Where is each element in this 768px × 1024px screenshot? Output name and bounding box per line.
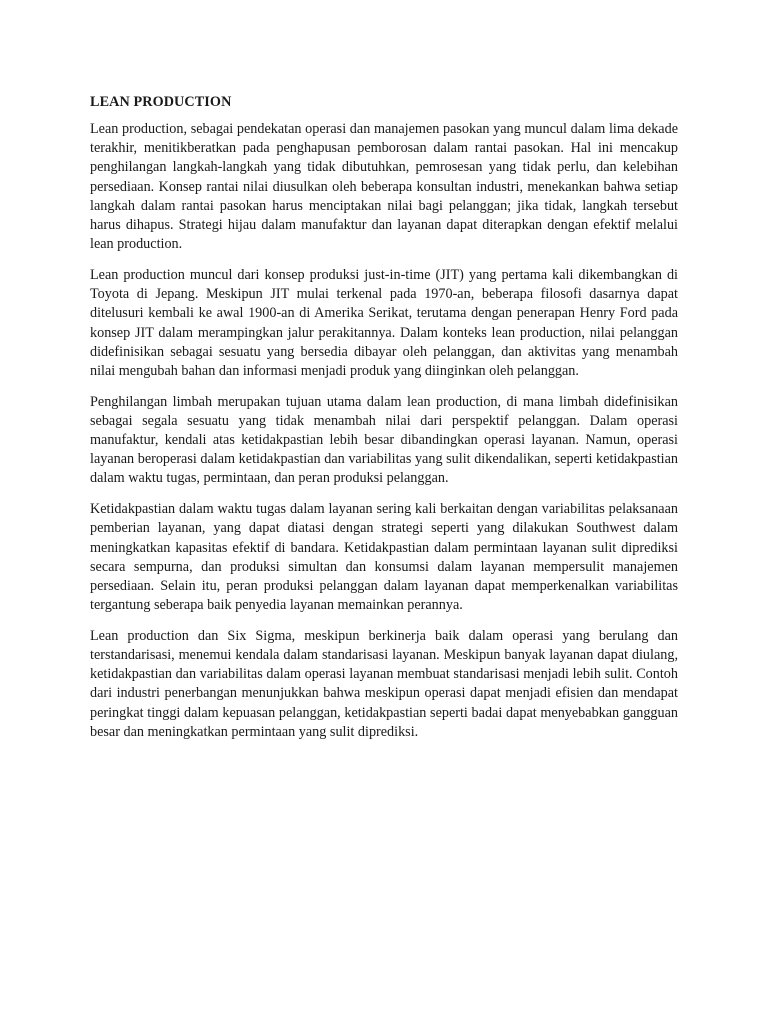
paragraph-lean-production-intro: Lean production, sebagai pendekatan operasi dan manajemen pasokan yang muncul dalam lima dekade terakhir, menitikberatkan pada penghapusan pemborosan dalam rantai pasokan. Hal ini mencakup penghilangan langkah-langkah yang tidak dibutuhkan, pemrosesan yang tidak perlu, dan kelebihan persediaan. Konsep rantai nilai diusulkan oleh beberapa konsultan industri, menekankan bahwa setiap langkah dalam rantai pasokan harus menciptakan nilai bagi pelanggan; jika tidak, langkah tersebut harus dihapus. Strategi hijau dalam manufaktur dan layanan dapat diterapkan dengan efektif melalui lean production.	[90, 121, 678, 253]
document-body	[90, 93, 678, 754]
document-title: LEAN PRODUCTION	[90, 94, 232, 110]
paragraph-six-sigma: Lean production dan Six Sigma, meskipun berkinerja baik dalam operasi yang berulang dan terstandarisasi, menemui kendala dalam standarisasi layanan. Meskipun banyak layanan dapat diulang, ketidakpastian dan variabilitas dalam operasi layanan membuat standarisasi menjadi lebih sulit. Contoh dari industri penerbangan menunjukkan bahwa meskipun operasi dapat menjadi efisien dan mendapat peringkat tinggi dalam kepuasan pelanggan, ketidakpastian seperti badai dapat menyebabkan gangguan besar dan meningkatkan permintaan yang sulit diprediksi.	[90, 627, 678, 740]
paragraph-service-uncertainty: Ketidakpastian dalam waktu tugas dalam layanan sering kali berkaitan dengan variabilitas pelaksanaan pemberian layanan, yang dapat diatasi dengan strategi seperti yang dilakukan Southwest dalam meningkatkan kapasitas efektif di bandara. Ketidakpastian dalam permintaan layanan sulit diprediksi secara sempurna, dan produksi simultan dan konsumsi dalam layanan mempersulit manajemen persediaan. Selain itu, peran produksi pelanggan dalam layanan dapat memperkenalkan variabilitas tergantung seberapa baik penyedia layanan memainkan perannya.	[90, 501, 678, 614]
paragraph-jit-origin: Lean production muncul dari konsep produksi just-in-time (JIT) yang pertama kali dikembangkan di Toyota di Jepang. Meskipun JIT mulai terkenal pada 1970-an, beberapa filosofi dasarnya dapat ditelusuri kembali ke awal 1900-an di Amerika Serikat, terutama dengan penerapan Henry Ford pada konsep JIT dalam merampingkan jalur perakitannya. Dalam konteks lean production, nilai pelanggan didefinisikan sebagai sesuatu yang bersedia dibayar oleh pelanggan, dan aktivitas yang menambah nilai mengubah bahan dan informasi menjadi produk yang diinginkan oleh pelanggan.	[90, 266, 678, 379]
paragraph-waste-elimination: Penghilangan limbah merupakan tujuan utama dalam lean production, di mana limbah didefinisikan sebagai segala sesuatu yang tidak menambah nilai dari perspektif pelanggan. Dalam operasi manufaktur, kendali atas ketidakpastian lebih besar dibandingkan operasi layanan. Namun, operasi layanan beroperasi dalam ketidakpastian dan variabilitas yang sulit dikendalikan, seperti ketidakpastian dalam waktu tugas, permintaan, dan peran produksi pelanggan.	[90, 393, 678, 487]
